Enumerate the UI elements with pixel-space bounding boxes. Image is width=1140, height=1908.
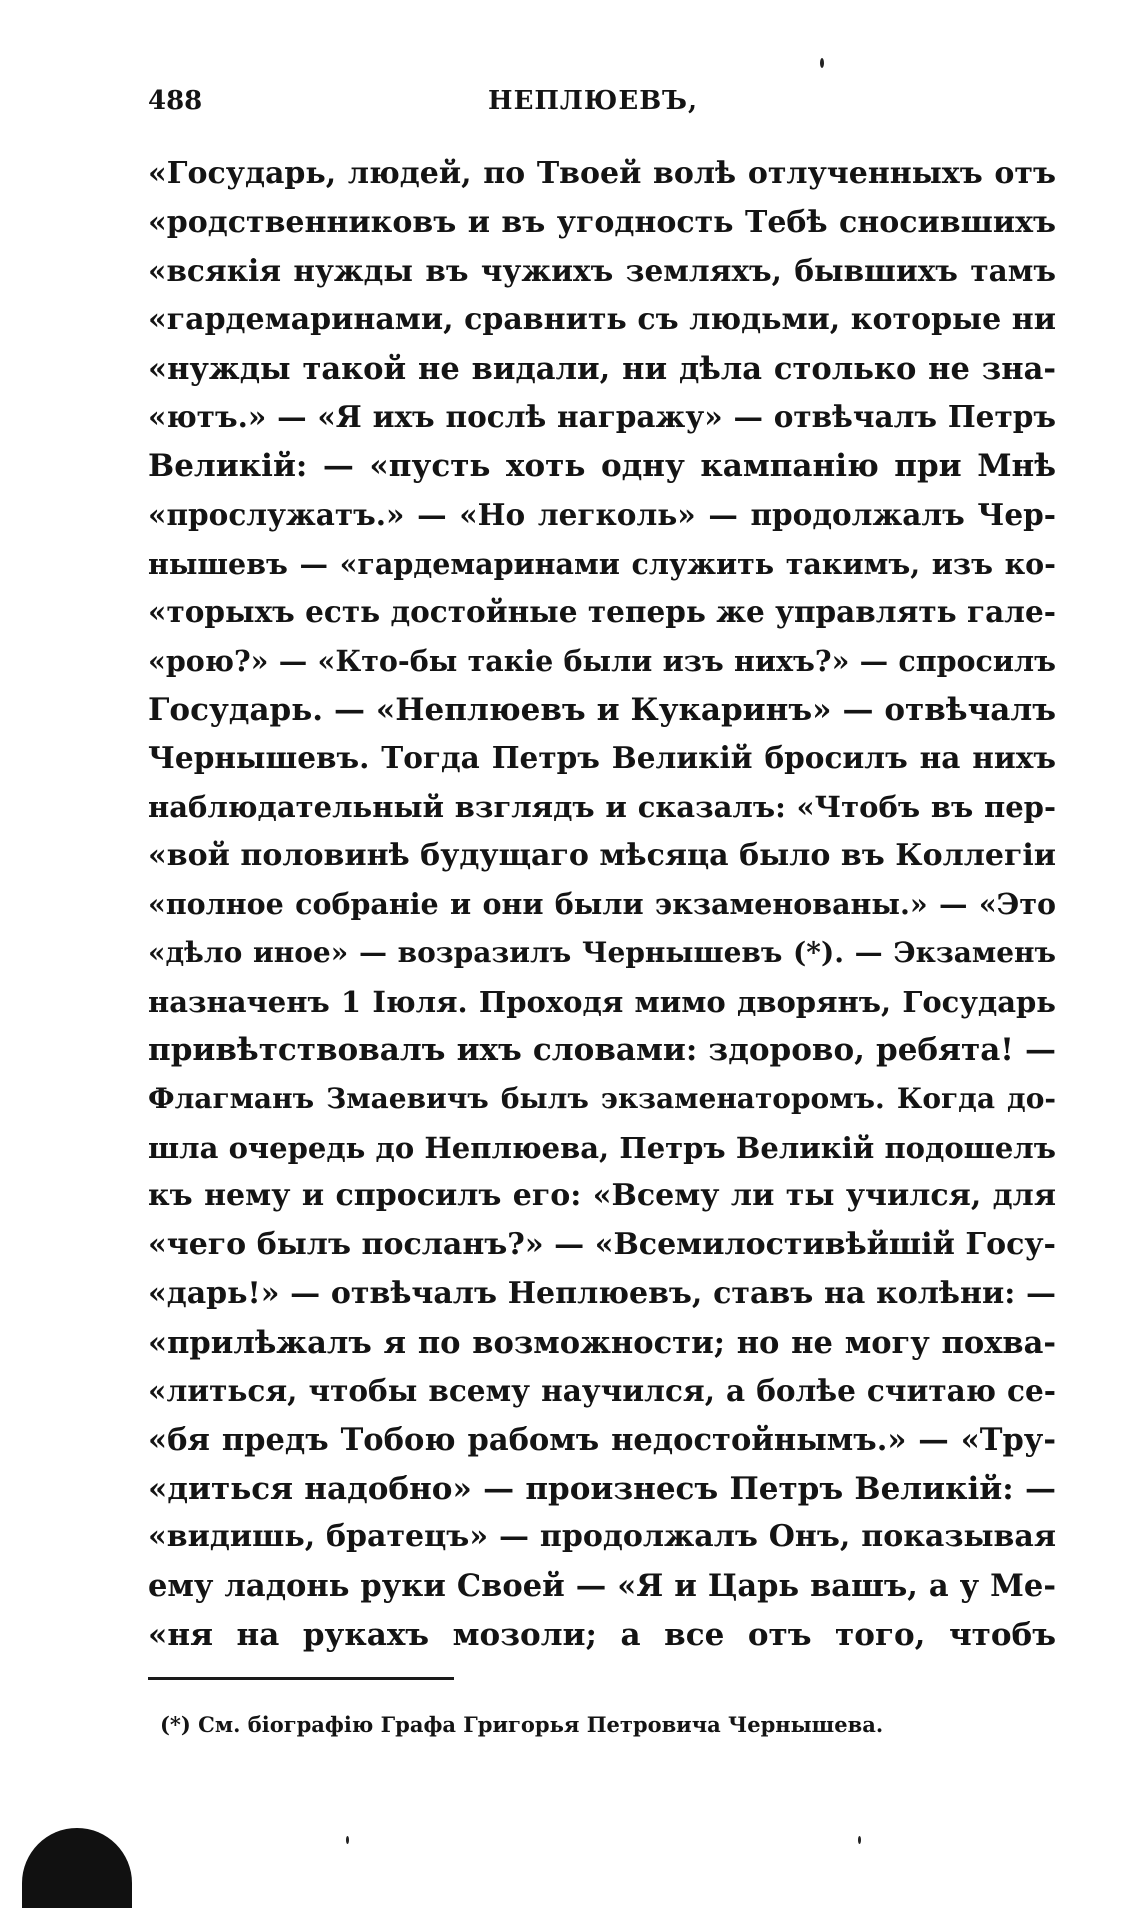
text-line: къ нему и спросилъ его: «Всему ли ты учился, для bbox=[148, 1178, 1056, 1214]
text-line: ему ладонь руки Своей — «Я и Царь вашъ, а у Ме- bbox=[148, 1567, 1056, 1604]
text-line: Великій: — «пусть хоть одну кампанію при Мнѣ bbox=[148, 448, 1056, 485]
ink-speck bbox=[346, 1836, 349, 1844]
text-line: «торыхъ есть достойные теперь же управлять гале- bbox=[148, 594, 1056, 630]
ink-speck bbox=[820, 58, 824, 68]
text-line: «нужды такой не видали, ни дѣла столько не зна- bbox=[148, 350, 1056, 387]
text-line: «диться надобно» — произнесъ Петръ Великій: — bbox=[148, 1470, 1056, 1507]
body-text bbox=[148, 150, 1056, 1659]
text-line: «полное собраніе и они были экзаменованы.» — «Это bbox=[148, 887, 1056, 922]
text-line: «прослужатъ.» — «Но легколь» — продолжалъ Чер- bbox=[148, 496, 1056, 532]
text-line: «видишь, братецъ» — продолжалъ Онъ, показывая bbox=[148, 1519, 1056, 1555]
page-header bbox=[148, 86, 1058, 130]
text-line: «родственниковъ и въ угодность Тебѣ сносившихъ bbox=[148, 204, 1056, 240]
text-line: Флагманъ Змаевичъ былъ экзаменаторомъ. Когда до- bbox=[148, 1082, 1056, 1116]
text-line: наблюдательный взглядъ и сказалъ: «Чтобъ въ пер- bbox=[148, 789, 1056, 824]
text-line: «дѣло иное» — возразилъ Чернышевъ (*). — Экзаменъ bbox=[148, 936, 1056, 969]
text-line: «прилѣжалъ я по возможности; но не могу похва- bbox=[148, 1324, 1056, 1361]
text-line: Чернышевъ. Тогда Петръ Великій бросилъ на нихъ bbox=[148, 740, 1056, 776]
text-line: «ютъ.» — «Я ихъ послѣ награжу» — отвѣчалъ Петръ bbox=[148, 399, 1056, 435]
text-line: назначенъ 1 Іюля. Проходя мимо дворянъ, Государь bbox=[148, 984, 1056, 1019]
text-line: «вой половинѣ будущаго мѣсяца было въ Коллегіи bbox=[148, 837, 1056, 873]
text-line: «чего былъ посланъ?» — «Всемилостивѣйшій Госу- bbox=[148, 1227, 1056, 1263]
text-line: нышевъ — «гардемаринами служить такимъ, изъ ко- bbox=[148, 546, 1056, 581]
text-line: Государь. — «Неплюевъ и Кукаринъ» — отвѣчалъ bbox=[148, 691, 1056, 728]
page-number: 488 bbox=[148, 86, 203, 116]
text-line: «гардемаринами, сравнить съ людьми, которые ни bbox=[148, 302, 1056, 338]
text-line: «дарь!» — отвѣчалъ Неплюевъ, ставъ на колѣни: — bbox=[148, 1275, 1056, 1311]
text-line: привѣтствовалъ ихъ словами: здорово, ребята! — bbox=[148, 1032, 1056, 1069]
text-line: шла очередь до Неплюева, Петръ Великій подошелъ bbox=[148, 1130, 1056, 1165]
footnote: (*) См. біографію Графа Григорья Петровича Чернышева. bbox=[160, 1712, 884, 1737]
text-line: «всякія нужды въ чужихъ земляхъ, бывшихъ тамъ bbox=[148, 253, 1056, 289]
ink-blot bbox=[22, 1828, 132, 1908]
text-line: «бя предъ Тобою рабомъ недостойнымъ.» — «Тру- bbox=[148, 1421, 1056, 1458]
running-title: НЕПЛЮЕВЪ, bbox=[488, 86, 699, 116]
text-line: «литься, чтобы всему научился, а болѣе считаю се- bbox=[148, 1373, 1056, 1409]
ink-speck bbox=[858, 1836, 861, 1844]
text-line: «ня на рукахъ мозоли; а все отъ того, чтобъ bbox=[148, 1616, 1056, 1653]
text-line: «рою?» — «Кто-бы такіе были изъ нихъ?» — спросилъ bbox=[148, 643, 1056, 678]
footnote-rule bbox=[148, 1677, 454, 1680]
text-line: «Государь, людей, по Твоей волѣ отлученныхъ отъ bbox=[148, 156, 1056, 191]
